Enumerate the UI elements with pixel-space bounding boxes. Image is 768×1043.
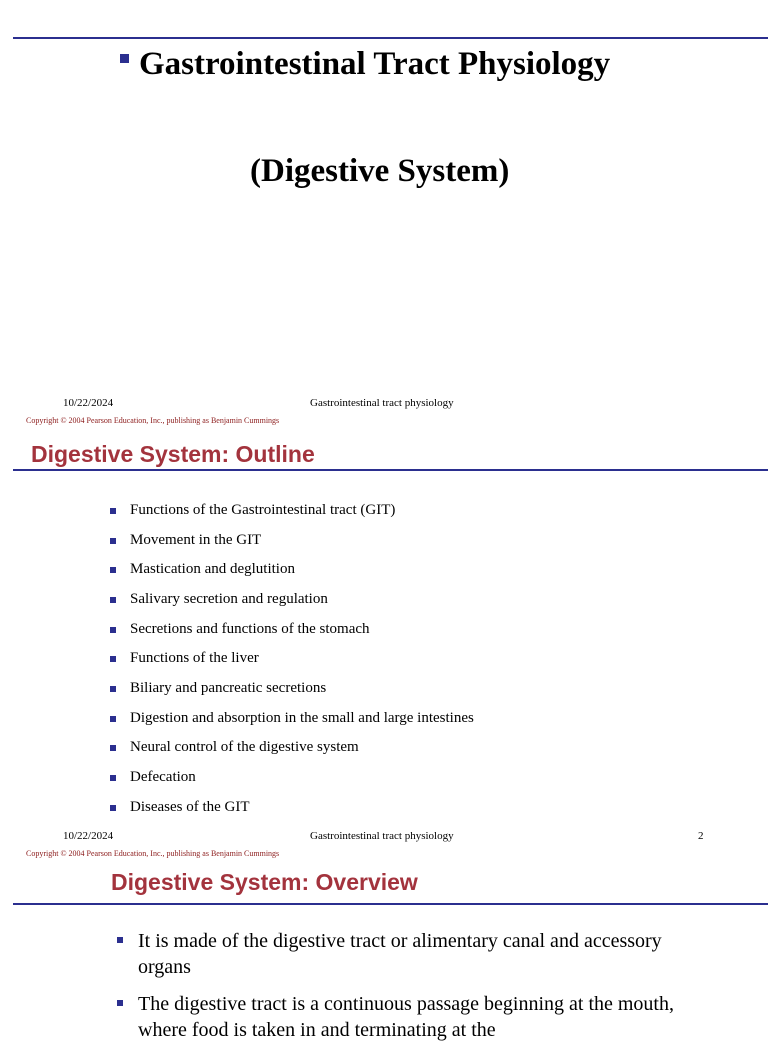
slide1-top-rule — [13, 37, 768, 39]
bullet-icon — [110, 805, 116, 811]
list-item-text: The digestive tract is a continuous passage beginning at the mouth, where food is taken in and terminating at the — [138, 993, 674, 1041]
list-item-text: Salivary secretion and regulation — [130, 591, 328, 607]
list-item-text: Defecation — [130, 769, 196, 785]
bullet-icon — [117, 1000, 123, 1006]
bullet-icon — [110, 686, 116, 692]
bullet-icon — [110, 597, 116, 603]
list-item-text: It is made of the digestive tract or alimentary canal and accessory organs — [138, 930, 662, 978]
bullet-icon — [110, 656, 116, 662]
list-item-text: Movement in the GIT — [130, 532, 262, 548]
slide3-rule — [13, 903, 768, 905]
title-bullet-icon — [120, 54, 129, 63]
list-item-text: Mastication and deglutition — [130, 561, 295, 577]
slide2-footer-title: Gastrointestinal tract physiology — [310, 830, 454, 842]
slide1-title: Gastrointestinal Tract Physiology — [139, 46, 611, 82]
slide1-subtitle: (Digestive System) — [250, 153, 510, 189]
bullet-icon — [117, 937, 123, 943]
list-item-text: Functions of the Gastrointestinal tract (GIT) — [130, 502, 396, 518]
slide2-copyright: Copyright © 2004 Pearson Education, Inc., publishing as Benjamin Cummings — [26, 849, 280, 858]
slide3-heading: Digestive System: Overview — [111, 869, 418, 895]
slide1-copyright: Copyright © 2004 Pearson Education, Inc., publishing as Benjamin Cummings — [26, 416, 280, 425]
list-item — [117, 991, 717, 1043]
slide2-rule — [13, 469, 768, 471]
list-item-text: Digestion and absorption in the small and large intestines — [130, 710, 474, 726]
slide1-footer-title: Gastrointestinal tract physiology — [310, 397, 454, 409]
bullet-icon — [110, 745, 116, 751]
slide1-footer-date: 10/22/2024 — [63, 397, 114, 409]
list-item-text: Diseases of the GIT — [130, 799, 250, 815]
list-item-text: Neural control of the digestive system — [130, 739, 359, 755]
bullet-icon — [110, 627, 116, 633]
list-item-text: Functions of the liver — [130, 650, 259, 666]
list-item-text: Secretions and functions of the stomach — [130, 621, 370, 637]
slide2-footer-date: 10/22/2024 — [63, 830, 114, 842]
slide2-heading: Digestive System: Outline — [31, 441, 315, 467]
bullet-icon — [110, 775, 116, 781]
bullet-icon — [110, 538, 116, 544]
list-item — [117, 928, 717, 980]
bullet-icon — [110, 716, 116, 722]
bullet-icon — [110, 567, 116, 573]
slide2-page-number: 2 — [698, 830, 704, 842]
list-item-text: Biliary and pancreatic secretions — [130, 680, 327, 696]
bullet-icon — [110, 508, 116, 514]
